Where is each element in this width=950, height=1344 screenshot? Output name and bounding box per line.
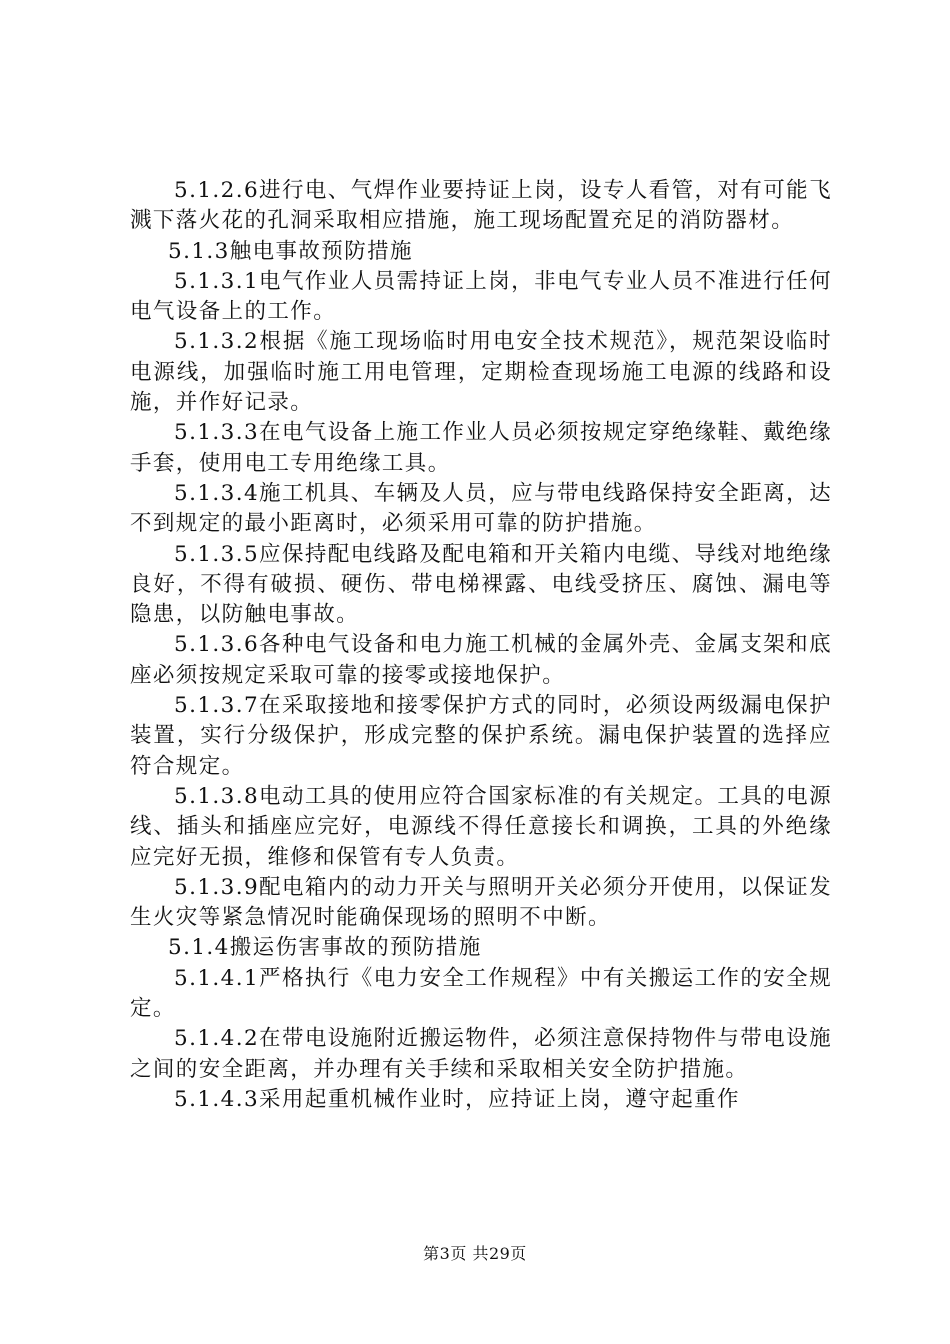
paragraph-5-1-3-8: 5.1.3.8电动工具的使用应符合国家标准的有关规定。工具的电源线、插头和插座应完好，电源线不得任意接长和调换，工具的外绝缘应完好无损，维修和保管有专人负责。 [130, 783, 832, 870]
paragraph-5-1-3-1: 5.1.3.1电气作业人员需持证上岗，非电气专业人员不准进行任何电气设备上的工作。 [130, 268, 832, 325]
section-heading-5-1-3: 5.1.3触电事故预防措施 [168, 238, 413, 264]
paragraph-5-1-4-3: 5.1.4.3采用起重机械作业时，应持证上岗，遵守起重作 [174, 1086, 740, 1112]
paragraph-5-1-3-5: 5.1.3.5应保持配电线路及配电箱和开关箱内电缆、导线对地绝缘良好，不得有破损、硬伤、带电梯裸露、电线受挤压、腐蚀、漏电等隐患，以防触电事故。 [130, 541, 832, 628]
page-footer: 第3页 共29页 [423, 1244, 527, 1263]
paragraph-5-1-3-7: 5.1.3.7在采取接地和接零保护方式的同时，必须设两级漏电保护装置，实行分级保护，形成完整的保护系统。漏电保护装置的选择应符合规定。 [130, 693, 832, 779]
section-heading-5-1-4: 5.1.4搬运伤害事故的预防措施 [168, 935, 482, 961]
paragraph-5-1-3-4: 5.1.3.4施工机具、车辆及人员，应与带电线路保持安全距离，达不到规定的最小距离时，必须采用可靠的防护措施。 [130, 480, 832, 537]
paragraph-5-1-4-1: 5.1.4.1严格执行《电力安全工作规程》中有关搬运工作的安全规定。 [130, 965, 832, 1022]
paragraph-5-1-3-2: 5.1.3.2根据《施工现场临时用电安全技术规范》，规范架设临时电源线，加强临时施工用电管理，定期检查现场施工电源的线路和设施，并作好记录。 [130, 329, 832, 416]
document-body [130, 176, 832, 1115]
paragraph-5-1-4-2: 5.1.4.2在带电设施附近搬运物件，必须注意保持物件与带电设施之间的安全距离，并办理有关手续和采取相关安全防护措施。 [130, 1026, 832, 1082]
paragraph-5-1-3-6: 5.1.3.6各种电气设备和电力施工机械的金属外壳、金属支架和底座必须按规定采取可靠的接零或接地保护。 [130, 632, 832, 688]
paragraph-5-1-2-6: 5.1.2.6进行电、气焊作业要持证上岗，设专人看管，对有可能飞溅下落火花的孔洞采取相应措施，施工现场配置充足的消防器材。 [130, 178, 832, 234]
paragraph-5-1-3-9: 5.1.3.9配电箱内的动力开关与照明开关必须分开使用，以保证发生火灾等紧急情况时能确保现场的照明不中断。 [130, 874, 832, 931]
paragraph-5-1-3-3: 5.1.3.3在电气设备上施工作业人员必须按规定穿绝缘鞋、戴绝缘手套，使用电工专用绝缘工具。 [130, 420, 832, 476]
